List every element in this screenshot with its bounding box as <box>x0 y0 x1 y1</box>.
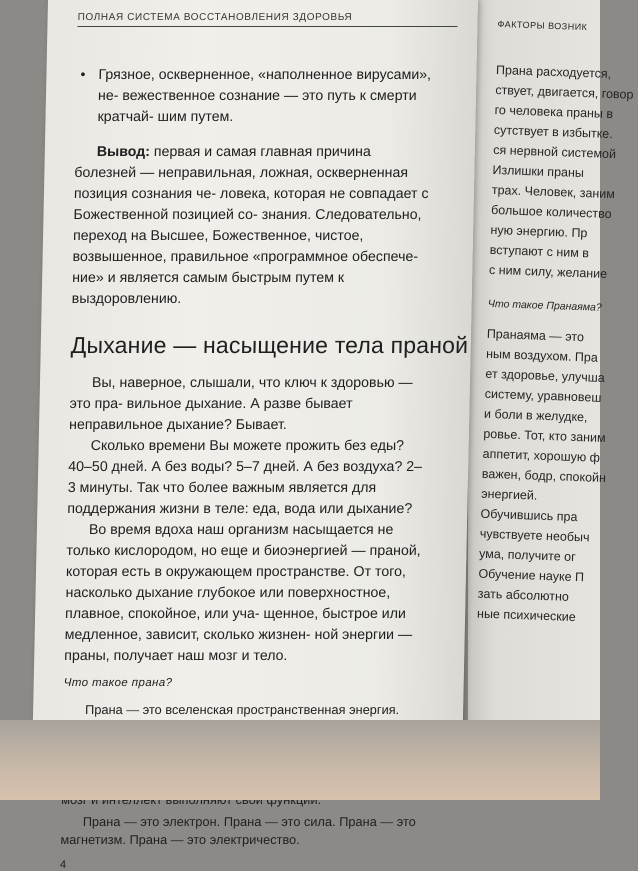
right-page-line: ума, получите ог <box>478 546 576 565</box>
running-header: ПОЛНАЯ СИСТЕМА ВОССТАНОВЛЕНИЯ ЗДОРОВЬЯ <box>77 12 457 27</box>
right-page-line: большое количество <box>490 202 612 222</box>
page-number: 4 <box>59 859 67 871</box>
right-page-line: важен, бодр, спокойн <box>481 466 607 486</box>
right-page-line: с ним силу, желание <box>488 262 608 281</box>
right-page-line: и боли в желудке, <box>483 406 588 425</box>
right-page-line: чувствуете необыч <box>479 526 590 545</box>
right-page <box>468 0 634 800</box>
right-page-line: Пранаяма — это <box>486 326 585 345</box>
body-paragraph: Сколько времени Вы можете прожить без еды? 40–50 дней. А без воды? 5–7 дней. А без воздуха? 2–3 минуты. Так что более важным является для поддержания жизни в теле: еда, вода или дыхание? <box>67 438 423 517</box>
right-page-header: ФАКТОРЫ ВОЗНИК <box>497 18 588 33</box>
right-page-line: го человека праны в <box>494 102 614 122</box>
conclusion-label: Вывод: <box>96 144 151 160</box>
bullet-item <box>75 65 453 128</box>
hand-holding-book <box>0 720 600 800</box>
bullet-dot: • <box>80 67 86 83</box>
right-page-line: ную энергию. Пр <box>490 222 588 241</box>
right-page-line: энергией. <box>481 486 538 503</box>
right-page-line: трах. Человек, заним <box>491 182 616 202</box>
right-page-text <box>477 14 638 629</box>
right-page-line: ствует, двигается, говор <box>495 82 634 102</box>
left-page <box>31 0 478 871</box>
right-page-line: систему, уравновеш <box>484 386 602 405</box>
body-paragraph: Вы, наверное, слышали, что ключ к здоровью — это пра- вильное дыхание. А разве бывает неправильное дыхание? Бывает. <box>68 375 413 433</box>
small-paragraph: Прана — это электрон. Прана — это сила. Прана — это магнетизм. Прана — это электричество. <box>60 814 416 847</box>
right-page-line: сутствует в избытке. <box>493 122 613 142</box>
right-page-line: Излишки праны <box>492 162 585 181</box>
right-page-line: ет здоровье, улучша <box>485 366 606 385</box>
right-page-line: Прана расходуется, <box>495 62 612 81</box>
right-page-line: Обучившись пра <box>480 506 578 525</box>
small-paragraph: Прана — это вселенская пространственная энергия. <box>84 702 400 717</box>
subheading: Что такое прана? <box>63 677 173 689</box>
right-page-subheading: Что такое Пранаяма? <box>487 297 602 314</box>
section-title: Дыхание — насыщение тела праной <box>70 332 469 358</box>
right-page-line: ные психические <box>476 606 576 625</box>
right-page-line: вступают с ним в <box>489 242 590 261</box>
right-page-line: ся нервной системой <box>493 142 617 162</box>
right-page-line: аппетит, хорошую ф <box>482 446 601 465</box>
right-page-line: ным воздухом. Пра <box>485 346 599 365</box>
right-page-lines-top <box>489 60 637 285</box>
body-paragraph: Во время вдоха наш организм насыщается не только кислородом, но еще и биоэнергией — праной, которая есть в окружающем пространстве. От того, насколько дыхание глубокое или поверхностное, плавное, спокойное, или уча- щенное, быстрое или медленное, зависит, сколько жизнен- ной энергии — праны, получает наш мозг и тело. <box>64 522 421 664</box>
right-page-line: ровье. Тот, кто заним <box>483 426 606 446</box>
conclusion-paragraph <box>72 142 436 310</box>
body-paragraphs <box>64 373 470 667</box>
right-page-line: Обучение науке П <box>478 566 585 585</box>
right-page-lines-bottom <box>477 324 627 629</box>
right-page-line: зать абсолютно <box>477 586 570 604</box>
conclusion-text: первая и самая главная причина болезней — неправильная, ложная, оскверненная позиция сознания че- ловека, которая не совпадает с Божественной позицией со- знания. Следовательно, переход на Высшее, Божественное, чистое, возвышенное, правильное «программное обеспече- ние» и является самым быстрым путем к выздоровлению. <box>71 144 429 307</box>
bullet-text: Грязное, оскверненное, «наполненное вирусами», не- вежественное сознание — это путь к смерти кратчай- шим путем. <box>97 67 432 125</box>
